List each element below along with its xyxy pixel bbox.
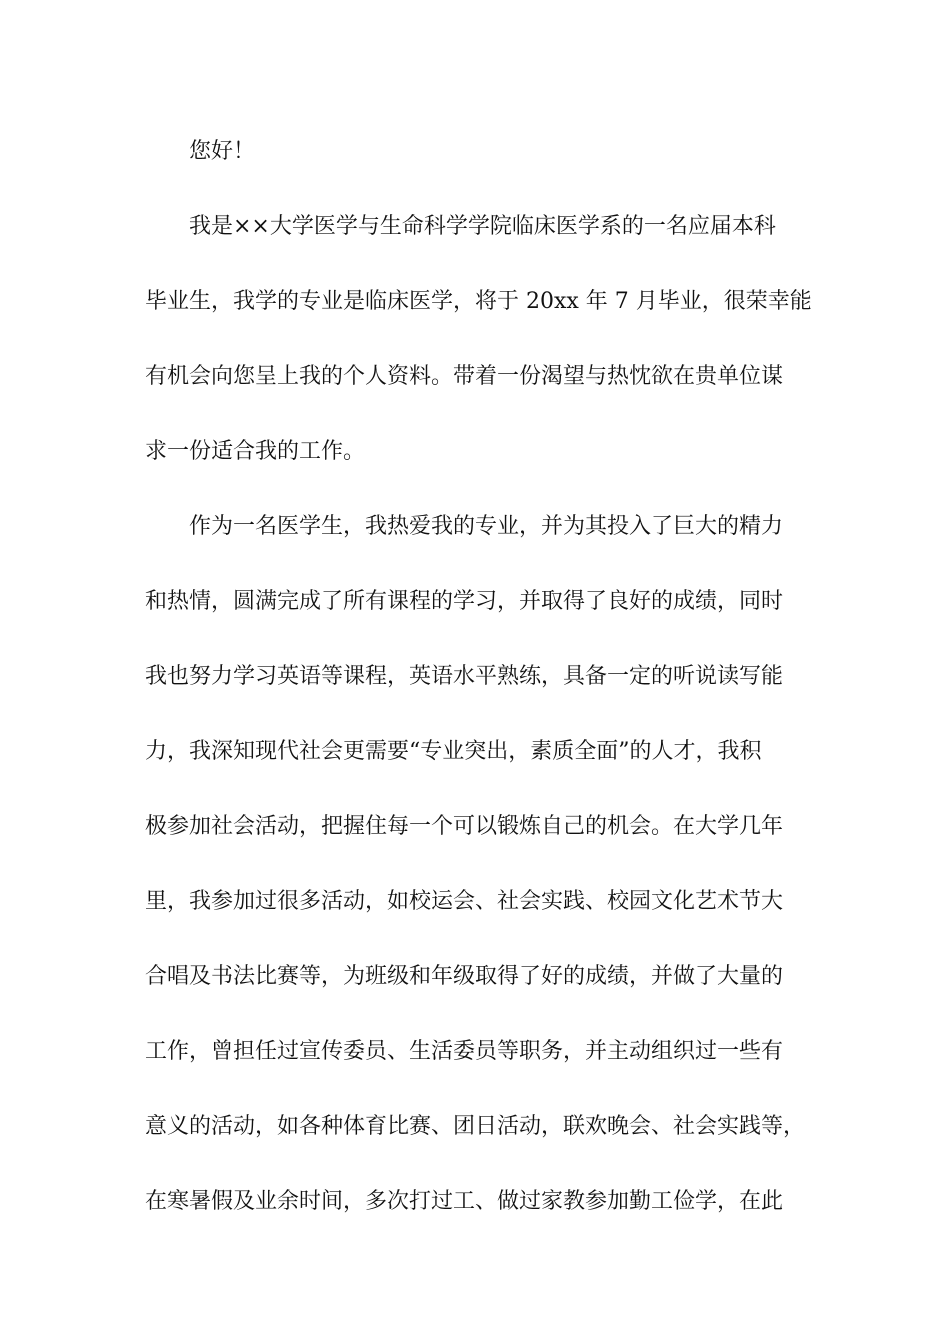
paragraph-2-line-1: 作为一名医学生，我热爱我的专业，并为其投入了巨大的精力 [189,514,784,539]
paragraph-2-line-9: 意义的活动，如各种体育比赛、团日活动，联欢晚会、社会实践等， [145,1114,806,1139]
paragraph-1-line-3: 有机会向您呈上我的个人资料。带着一份渴望与热忱欲在贵单位谋 [145,364,784,389]
paragraph-2-line-8: 工作，曾担任过宣传委员、生活委员等职务，并主动组织过一些有 [145,1039,784,1064]
greeting-line: 您好！ [189,139,256,164]
paragraph-2-line-10: 在寒暑假及业余时间，多次打过工、做过家教参加勤工俭学，在此 [145,1189,784,1214]
paragraph-2-line-5: 极参加社会活动，把握住每一个可以锻炼自己的机会。在大学几年 [145,814,784,839]
paragraph-2-line-2: 和热情，圆满完成了所有课程的学习，并取得了良好的成绩，同时 [145,589,784,614]
paragraph-2-line-6: 里，我参加过很多活动，如校运会、社会实践、校园文化艺术节大 [145,889,784,914]
letter-body [145,132,845,1257]
paragraph-1-line-1: 我是××大学医学与生命科学学院临床医学系的一名应届本科 [189,214,776,239]
paragraph-2-line-4: 力，我深知现代社会更需要“专业突出，素质全面”的人才，我积 [145,739,762,764]
paragraph-2-line-3: 我也努力学习英语等课程，英语水平熟练，具备一定的听说读写能 [145,664,784,689]
paragraph-1-line-4: 求一份适合我的工作。 [145,439,366,464]
paragraph-2-line-7: 合唱及书法比赛等，为班级和年级取得了好的成绩，并做了大量的 [145,964,784,989]
paragraph-1-line-2: 毕业生，我学的专业是临床医学，将于 20xx 年 7 月毕业，很荣幸能 [145,289,812,314]
